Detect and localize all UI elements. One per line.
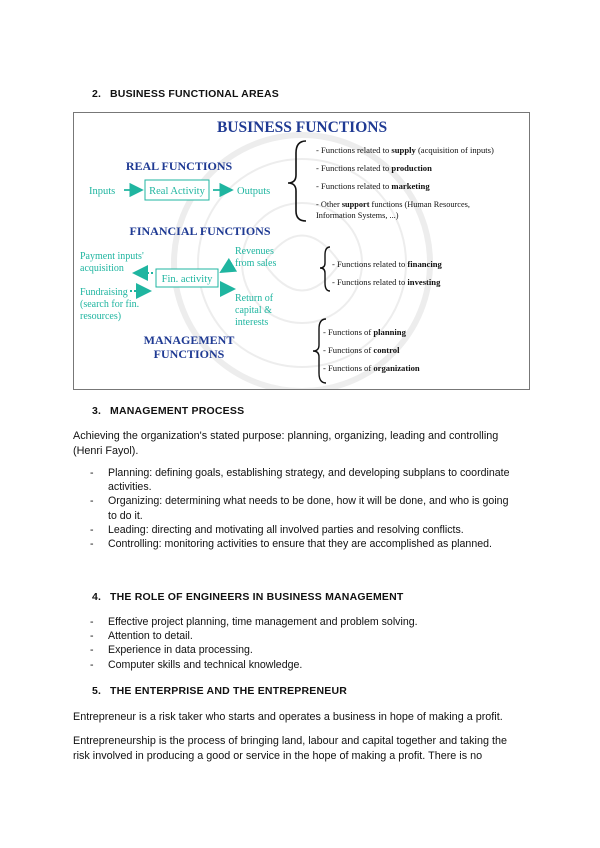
section-4-heading	[92, 591, 404, 603]
list-item: - Computer skills and technical knowledge.	[90, 658, 520, 672]
investing-function-text: - Functions related to investing	[332, 277, 441, 287]
section-number: 2.	[92, 88, 102, 100]
real-activity-label: Real Activity	[149, 186, 205, 197]
management-process-intro: Achieving the organization's stated purpose: planning, organizing, leading and controlling (Henri Fayol).	[73, 430, 499, 457]
list-item: - Attention to detail.	[90, 629, 520, 643]
revenues-to-activity-arrow	[221, 266, 231, 272]
section-title: THE ENTERPRISE AND THE ENTREPRENEUR	[110, 685, 348, 697]
section-title: BUSINESS FUNCTIONAL AREAS	[110, 88, 279, 100]
section-3-heading	[92, 405, 244, 417]
section-5-heading	[92, 685, 347, 697]
production-function-text: - Functions related to production	[316, 163, 432, 173]
fundraising-label: Fundraising (search for fin. resources)	[80, 287, 140, 322]
list-item: - Experience in data processing.	[90, 643, 520, 657]
management-process-list	[90, 466, 520, 551]
section-number: 3.	[92, 405, 102, 417]
financing-function-text: - Functions related to financing	[332, 259, 442, 269]
marketing-function-text: - Functions related to marketing	[316, 181, 430, 191]
revenues-label: Revenues from sales	[235, 246, 277, 269]
section-title: THE ROLE OF ENGINEERS IN BUSINESS MANAGEMENT	[110, 591, 404, 603]
section-number: 5.	[92, 685, 102, 697]
financial-functions-label: FINANCIAL FUNCTIONS	[129, 224, 271, 238]
organization-function-text: - Functions of organization	[323, 363, 420, 373]
section-2-heading	[92, 88, 279, 100]
diagram-canvas	[74, 113, 529, 389]
list-item: - Organizing: determining what needs to be done, how it will be done, and who is going to do it.	[90, 494, 520, 522]
list-item: - Leading: directing and motivating all involved parties and resolving conflicts.	[90, 523, 520, 537]
business-functions-diagram	[73, 112, 530, 390]
section-number: 4.	[92, 591, 102, 603]
list-item: - Controlling: monitoring activities to ensure that they are accomplished as planned.	[90, 537, 520, 551]
management-functions-label: MANAGEMENT FUNCTIONS	[143, 333, 235, 361]
inputs-label: Inputs	[89, 186, 116, 197]
entrepreneurship-paragraph: Entrepreneurship is the process of bringing land, labour and capital together and taking the risk involved in producing a good or service in the hope of making a profit. There is no	[73, 735, 507, 762]
real-functions-label: REAL FUNCTIONS	[125, 159, 233, 173]
entrepreneur-paragraph: Entrepreneur is a risk taker who starts and operates a business in hope of making a profit.	[73, 711, 503, 723]
support-function-text-2: Information Systems, ...)	[316, 211, 399, 220]
section-title: MANAGEMENT PROCESS	[110, 405, 245, 417]
supply-function-text: - Functions related to supply (acquisition of inputs)	[316, 145, 494, 155]
support-function-text: - Other support functions (Human Resources,	[316, 200, 470, 209]
list-item: - Effective project planning, time management and problem solving.	[90, 615, 520, 629]
payment-inputs-label: Payment inputs' acquisition	[80, 251, 144, 274]
real-functions-brace	[288, 141, 306, 221]
fin-activity-label: Fin. activity	[161, 274, 213, 285]
list-item: - Planning: defining goals, establishing strategy, and developing subplans to coordinate activities.	[90, 466, 520, 494]
engineers-role-list	[90, 615, 520, 672]
outputs-label: Outputs	[237, 186, 271, 197]
control-function-text: - Functions of control	[323, 345, 400, 355]
planning-function-text: - Functions of planning	[323, 327, 406, 337]
diagram-title: BUSINESS FUNCTIONS	[216, 119, 388, 136]
return-label: Return of capital & interests	[235, 293, 274, 328]
